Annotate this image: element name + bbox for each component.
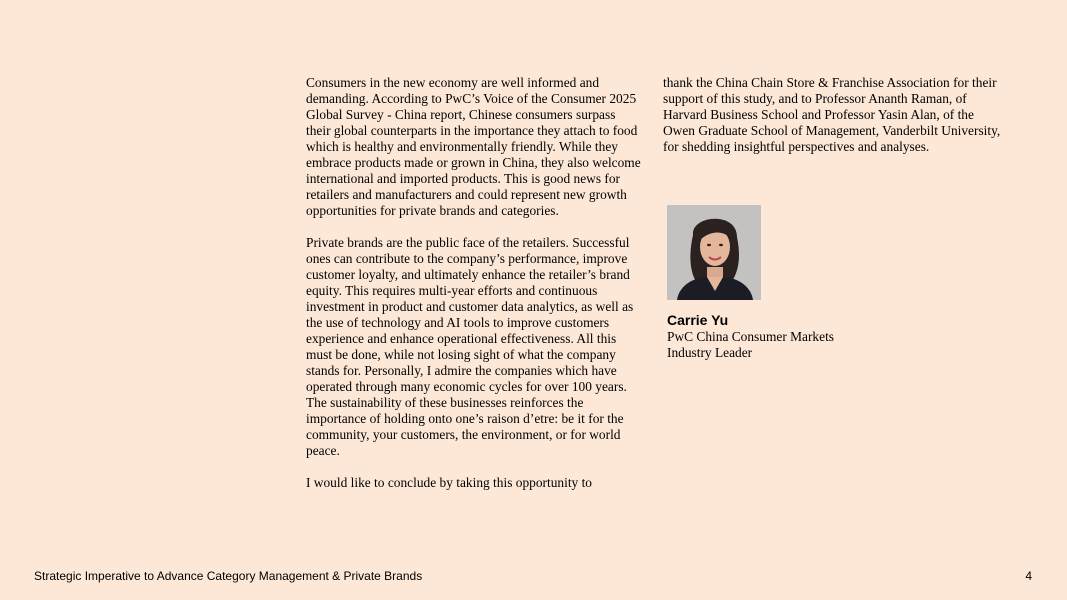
left-text-column [306,75,643,507]
body-paragraph: I would like to conclude by taking this opportunity to [306,475,593,490]
body-paragraph: Private brands are the public face of the retailers. Successful ones can contribute to the company’s performance, improve customer loyalty, and ultimately enhance the retailer’s brand equity. This requires multi-year efforts and continuous investment in product and customer data analytics, as well as the use of technology and AI tools to improve customers experience and enhance operational effectiveness. All this must be done, while not losing sight of what the company stands for. Personally, I admire the companies which have operated through many economic cycles for over 100 years. The sustainability of these businesses reinforces the importance of holding onto one’s raison d’etre: be it for the community, your customers, the environment, or for world peace. [306,235,634,458]
footer-document-title: Strategic Imperative to Advance Category Management & Private Brands [34,569,423,583]
body-paragraph: Consumers in the new economy are well informed and demanding. According to PwC’s Voice of the Consumer 2025 Global Survey - China report, Chinese consumers surpass their global counterparts in the importance they attach to food which is healthy and environmentally friendly. While they embrace products made or grown in China, they also welcome international and imported products. This is good news for retailers and manufacturers and could represent new growth opportunities for private brands and categories. [306,75,641,218]
page-number: 4 [1025,569,1032,583]
author-title: Industry Leader [667,345,753,360]
author-title: PwC China Consumer Markets [667,329,835,344]
author-block [667,311,967,361]
author-photo [667,205,761,300]
author-name: Carrie Yu [667,312,729,328]
right-text-column [663,75,1003,171]
body-paragraph: thank the China Chain Store & Franchise Association for their support of this study, and to Professor Ananth Raman, of Harvard Business School and Professor Yasin Alan, of the Owen Graduate School of Management, Vanderbilt University, for shedding insightful perspectives and analyses. [663,75,1001,154]
